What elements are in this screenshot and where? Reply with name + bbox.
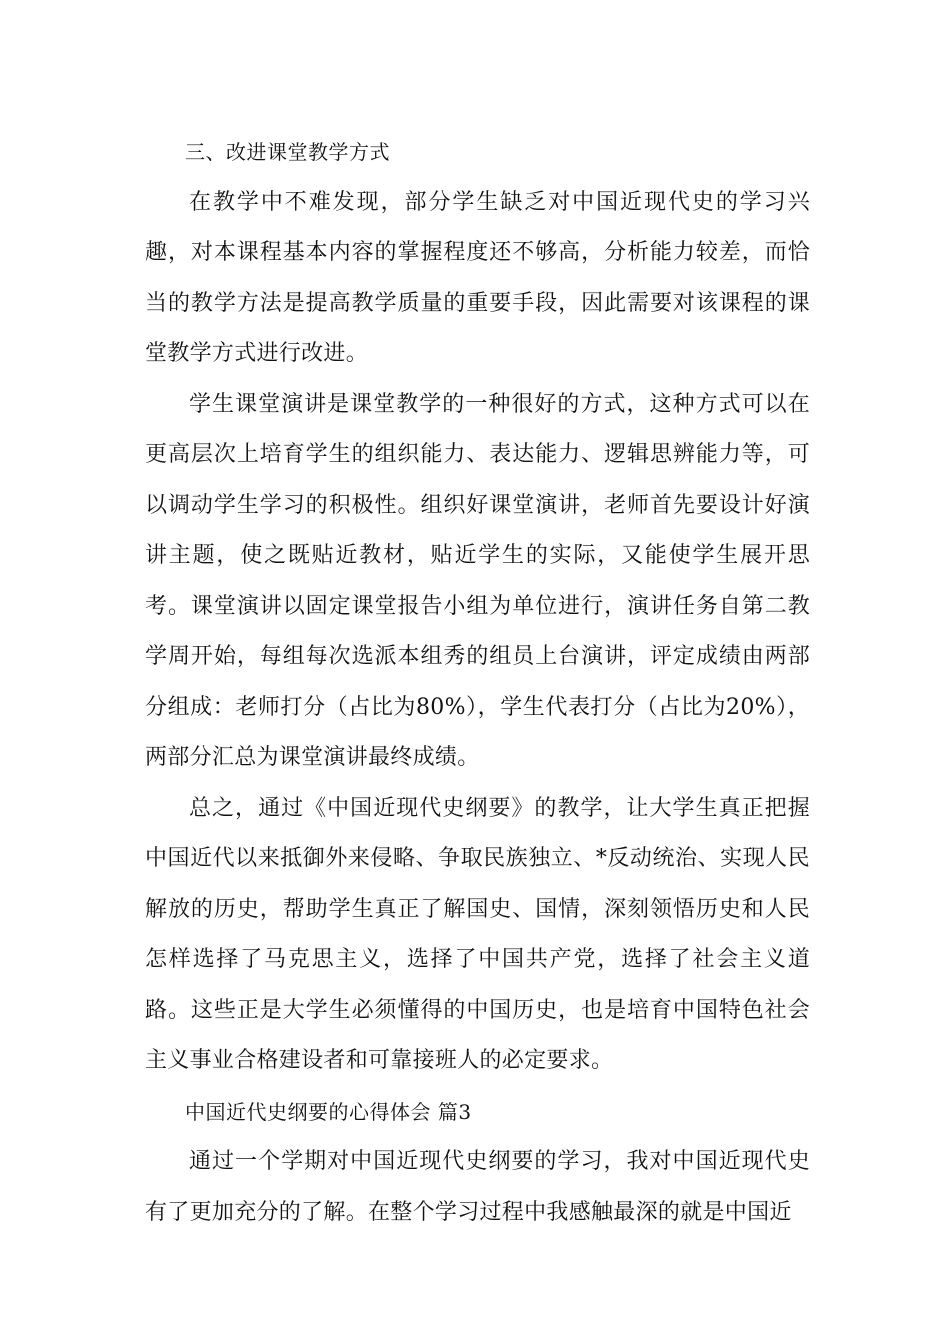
paragraph-teaching-problems: 在教学中不难发现，部分学生缺乏对中国近现代史的学习兴趣，对本课程基本内容的掌握程度还不够高，分析能力较差，而恰当的教学方法是提高教学质量的重要手段，因此需要对该课程的课堂教学方式进行改进。 (145, 189, 810, 366)
paragraph-article-3-intro: 通过一个学期对中国近现代史纲要的学习，我对中国近现代史有了更加充分的了解。在整个学习过程中我感触最深的就是中国近 (145, 1149, 810, 1225)
paragraph-classroom-speech: 学生课堂演讲是课堂教学的一种很好的方式，这种方式可以在更高层次上培育学生的组织能力、表达能力、逻辑思辨能力等，可以调动学生学习的积极性。组织好课堂演讲，老师首先要设计好演讲主题，使之既贴近教材，贴近学生的实际，又能使学生展开思考。课堂演讲以固定课堂报告小组为单位进行，演讲任务自第二教学周开始，每组每次选派本组秀的组员上台演讲，评定成绩由两部分组成：老师打分（占比为80%），学生代表打分（占比为20%），两部分汇总为课堂演讲最终成绩。 (145, 391, 810, 770)
section-heading-article-3: 中国近代史纲要的心得体会 篇3 (185, 1099, 472, 1124)
paragraph-conclusion: 总之，通过《中国近现代史纲要》的教学，让大学生真正把握中国近代以来抵御外来侵略、争取民族独立、*反动统治、实现人民解放的历史，帮助学生真正了解国史、国情，深刻领悟历史和人民怎样选择了马克思主义，选择了中国共产党，选择了社会主义道路。这些正是大学生必须懂得的中国历史，也是培育中国特色社会主义事业合格建设者和可靠接班人的必定要求。 (145, 795, 810, 1073)
section-heading-improve-teaching: 三、改进课堂教学方式 (185, 140, 390, 164)
document-body (145, 127, 810, 1238)
